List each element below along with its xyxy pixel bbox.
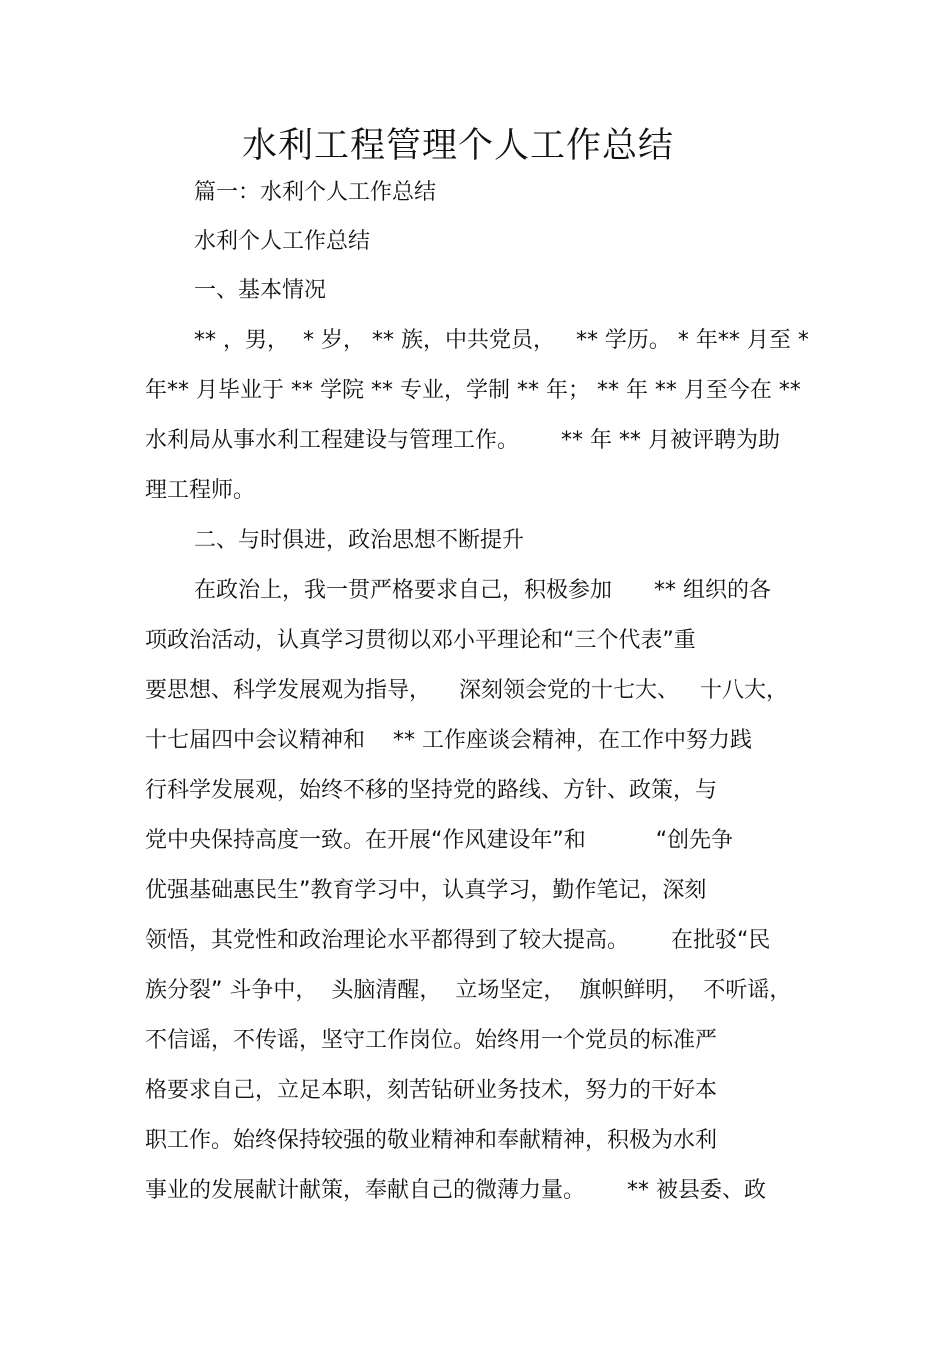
paragraph-line: 优强基础惠民生”教育学习中，认真学习，勤作笔记，深刻 xyxy=(145,878,707,903)
paragraph-line: 要思想、科学发展观为指导， 深刻领会党的十七大、 十八大， xyxy=(145,678,788,703)
paragraph-line: ** ，男， * 岁， ** 族，中共党员， ** 学历。 * 年** 月至 * xyxy=(194,328,809,353)
paragraph-line: 在政治上，我一贯严格要求自己，积极参加 ** 组织的各 xyxy=(194,578,771,603)
paragraph-line: 职工作。始终保持较强的敬业精神和奉献精神，积极为水利 xyxy=(145,1128,718,1153)
paragraph-line: 水利局从事水利工程建设与管理工作。 ** 年 ** 月被评聘为助 xyxy=(145,428,780,453)
paragraph-line: 不信谣，不传谣，坚守工作岗位。始终用一个党员的标准严 xyxy=(145,1028,718,1053)
paragraph-line: 行科学发展观，始终不移的坚持党的路线、方针、政策，与 xyxy=(145,778,718,803)
section-heading-part-one: 篇一：水利个人工作总结 xyxy=(194,180,437,205)
paragraph-line: 年** 月毕业于 ** 学院 ** 专业，学制 ** 年； ** 年 ** 月至今在 ** xyxy=(145,378,801,403)
section-heading-politics: 二、与时俱进，政治思想不断提升 xyxy=(194,528,525,553)
paragraph-line: 领悟，其党性和政治理论水平都得到了较大提高。 在批驳“民 xyxy=(145,928,771,953)
paragraph-line: 事业的发展献计献策，奉献自己的微薄力量。 ** 被县委、政 xyxy=(145,1178,766,1203)
paragraph-line: 族分裂” 斗争中， 头脑清醒， 立场坚定， 旗帜鲜明， 不听谣， xyxy=(145,978,792,1003)
paragraph-line: 项政治活动，认真学习贯彻以邓小平理论和“三个代表”重 xyxy=(145,628,696,653)
section-heading-basic-info: 一、基本情况 xyxy=(194,278,327,303)
paragraph-line: 格要求自己，立足本职，刻苦钻研业务技术，努力的干好本 xyxy=(145,1078,718,1103)
subheading: 水利个人工作总结 xyxy=(194,229,371,254)
paragraph-line: 理工程师。 xyxy=(145,478,256,503)
document-title: 水利工程管理个人工作总结 xyxy=(241,126,674,166)
paragraph-line: 党中央保持高度一致。在开展“作风建设年”和 “创先争 xyxy=(145,828,734,853)
paragraph-line: 十七届四中会议精神和 ** 工作座谈会精神，在工作中努力践 xyxy=(145,728,752,753)
